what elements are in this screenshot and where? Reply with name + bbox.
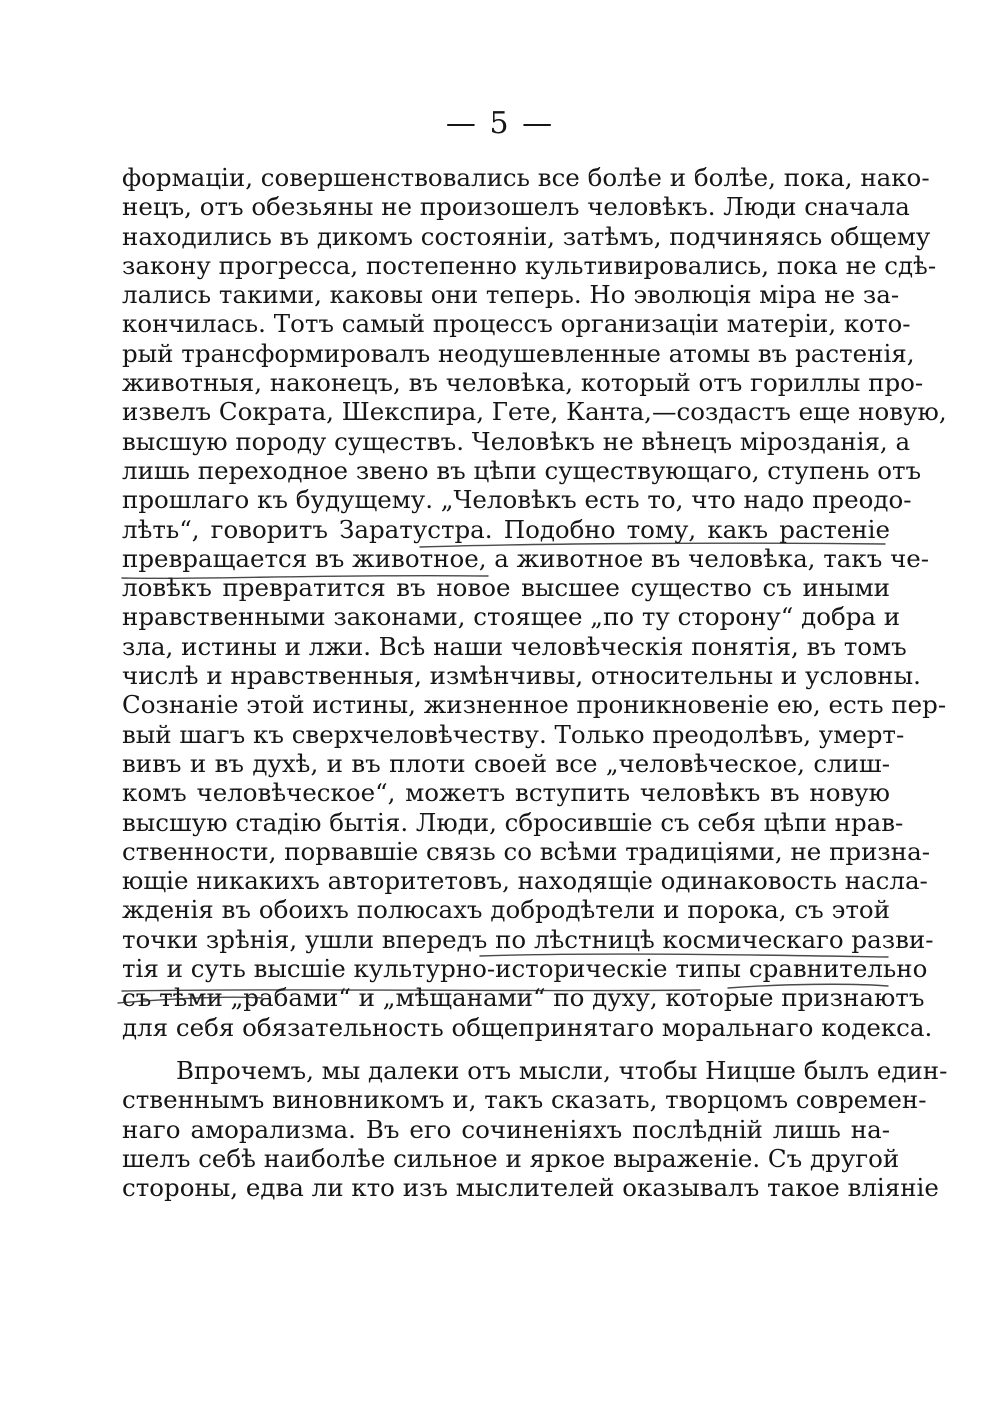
text-line: наго аморализма. Въ его сочиненіяхъ послѣдній лишь на- xyxy=(122,1114,890,1144)
text-line: высшую породу существъ. Человѣкъ не вѣнецъ мірозданія, а xyxy=(122,426,911,456)
text-line: прошлаго къ будущему. „Человѣкъ есть то, что надо преодо- xyxy=(122,485,912,515)
text-line: числѣ и нравственныя, измѣнчивы, относительны и условны. xyxy=(122,661,921,691)
text-line: кончилась. Тотъ самый процессъ организаціи матеріи, кото- xyxy=(122,309,911,339)
text-line: стороны, едва ли кто изъ мыслителей оказывалъ такое вліяніе xyxy=(122,1173,939,1203)
text-line: шелъ себѣ наиболѣе сильное и яркое выраженіе. Съ другой xyxy=(122,1143,900,1173)
page-number: — 5 — xyxy=(445,106,555,141)
text-line: точки зрѣнія, ушли впередъ по лѣстницѣ космическаго разви- xyxy=(122,924,934,954)
text-line: лѣть“, говоритъ Заратустра. Подобно тому, какъ растеніе xyxy=(122,514,890,544)
text-line: тія и суть высшіе культурно-историческіе типы сравнительно xyxy=(122,954,928,984)
text-line: превращается въ животное, а животное въ человѣка, такъ че- xyxy=(122,543,930,573)
paragraph-2 xyxy=(122,1055,948,1203)
text-line: закону прогресса, постепенно культивировались, пока не сдѣ- xyxy=(122,250,937,280)
text-line: Впрочемъ, мы далеки отъ мысли, чтобы Ницше былъ един- xyxy=(176,1055,948,1085)
text-line: находились въ дикомъ состояніи, затѣмъ, подчиняясь общему xyxy=(122,221,931,251)
text-line: ственнымъ виновникомъ и, такъ сказать, творцомъ современ- xyxy=(122,1085,927,1115)
text-line: лишь переходное звено въ цѣпи существующаго, ступень отъ xyxy=(122,455,922,485)
text-line: формаціи, совершенствовались все болѣе и болѣе, пока, нако- xyxy=(122,163,930,192)
text-line: комъ человѣческое“, можетъ вступить человѣкъ въ новую xyxy=(122,778,890,808)
paragraph-1 xyxy=(122,163,947,1042)
text-line: вивъ и въ духѣ, и въ плоти своей все „человѣческое, слиш- xyxy=(122,748,890,778)
text-line: ющіе никакихъ авторитетовъ, находящіе одинаковость насла- xyxy=(122,866,928,896)
text-line: ственности, порвавшіе связь со всѣми традиціями, не призна- xyxy=(122,836,930,866)
text-line: зла, истины и лжи. Всѣ наши человѣческія понятія, въ томъ xyxy=(122,631,907,661)
text-line: ловѣкъ превратится въ новое высшее существо съ иными xyxy=(122,573,890,603)
text-line: для себя обязательность общепринятаго моральнаго кодекса. xyxy=(122,1012,933,1042)
text-line: нецъ, отъ обезьяны не произошелъ человѣкъ. Люди сначала xyxy=(122,192,910,222)
body-text xyxy=(122,163,948,1203)
text-line: извелъ Сократа, Шекспира, Гете, Канта,—создастъ еще новую, xyxy=(122,397,947,427)
text-line: Сознаніе этой истины, жизненное проникновеніе ею, есть пер- xyxy=(122,690,947,720)
text-line: нравственными законами, стоящее „по ту сторону“ добра и xyxy=(122,602,901,632)
paragraph-spacer xyxy=(122,1042,890,1056)
text-line: жденія въ обоихъ полюсахъ добродѣтели и порока, съ этой xyxy=(122,895,890,925)
text-line: высшую стадію бытія. Люди, сбросившіе съ себя цѣпи нрав- xyxy=(122,807,904,837)
text-line: съ тѣми „рабами“ и „мѣщанами“ по духу, которые признаютъ xyxy=(122,983,925,1013)
text-line: вый шагъ къ сверхчеловѣчеству. Только преодолѣвъ, умерт- xyxy=(122,719,905,749)
text-line: лались такими, каковы они теперь. Но эволюція міра не за- xyxy=(122,280,900,310)
text-line: рый трансформировалъ неодушевленные атомы въ растенія, xyxy=(122,338,915,368)
text-line: животныя, наконецъ, въ человѣка, который отъ гориллы про- xyxy=(122,368,924,398)
